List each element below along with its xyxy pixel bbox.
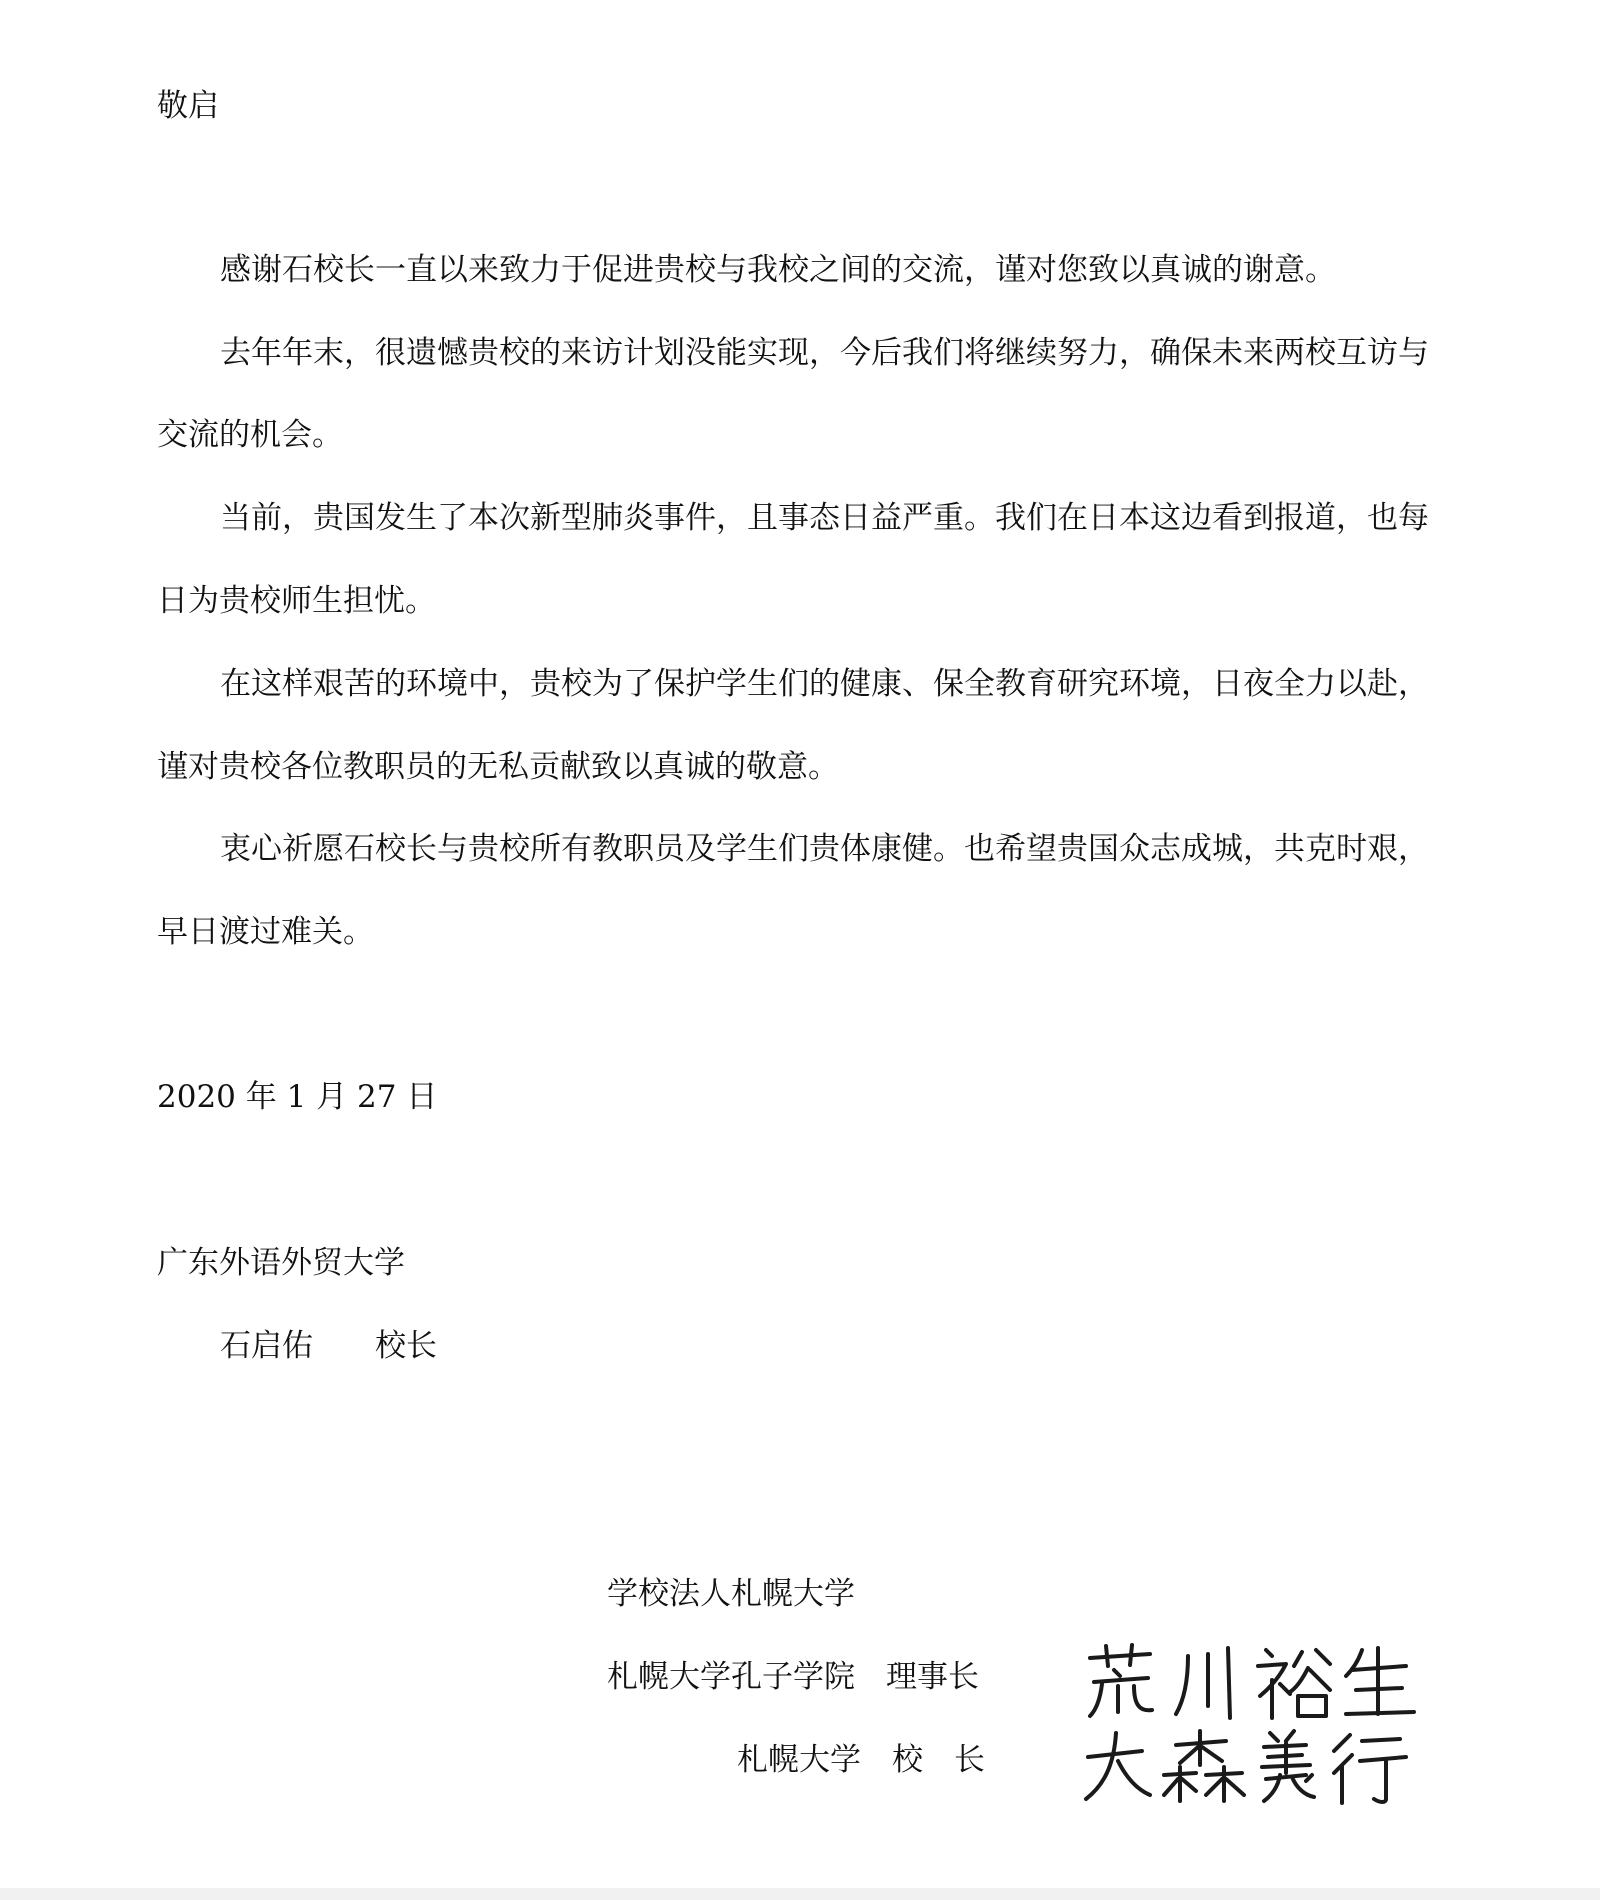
sender-line-president: 札幌大学 校 长	[737, 1742, 985, 1778]
signature-chairman-strokes	[1080, 1640, 1420, 1720]
paragraph-3-line-1: 当前，贵国发生了本次新型肺炎事件，且事态日益严重。我们在日本这边看到报道，也每	[220, 500, 1429, 536]
sender-organization: 学校法人札幌大学	[607, 1576, 855, 1612]
letter-date: 2020 年 1 月 27 日	[157, 1079, 438, 1115]
paragraph-4-line-2: 谨对贵校各位教职员的无私贡献致以真诚的敬意。	[157, 749, 839, 785]
paragraph-5-line-1: 衷心祈愿石校长与贵校所有教职员及学生们贵体康健。也希望贵国众志成城，共克时艰，	[220, 831, 1429, 867]
paragraph-3-line-2: 日为贵校师生担忧。	[157, 583, 436, 619]
sender-line-chairman: 札幌大学孔子学院 理事长	[607, 1659, 979, 1695]
signature-chairman	[1080, 1640, 1420, 1720]
paragraph-2-line-1: 去年年末，很遗憾贵校的来访计划没能实现，今后我们将继续努力，确保未来两校互访与	[220, 335, 1429, 371]
recipient-institution: 广东外语外贸大学	[157, 1245, 405, 1281]
recipient-name-title: 石启佑 校长	[220, 1328, 437, 1364]
paragraph-1: 感谢石校长一直以来致力于促进贵校与我校之间的交流，谨对您致以真诚的谢意。	[220, 252, 1336, 288]
page-bottom-edge	[0, 1888, 1600, 1900]
signature-president	[1080, 1725, 1410, 1805]
paragraph-2-line-2: 交流的机会。	[157, 417, 343, 453]
paragraph-4-line-1: 在这样艰苦的环境中，贵校为了保护学生们的健康、保全教育研究环境，日夜全力以赴，	[220, 666, 1429, 702]
salutation: 敬启	[157, 88, 219, 124]
signature-president-strokes	[1080, 1725, 1410, 1805]
paragraph-5-line-2: 早日渡过难关。	[157, 914, 374, 950]
